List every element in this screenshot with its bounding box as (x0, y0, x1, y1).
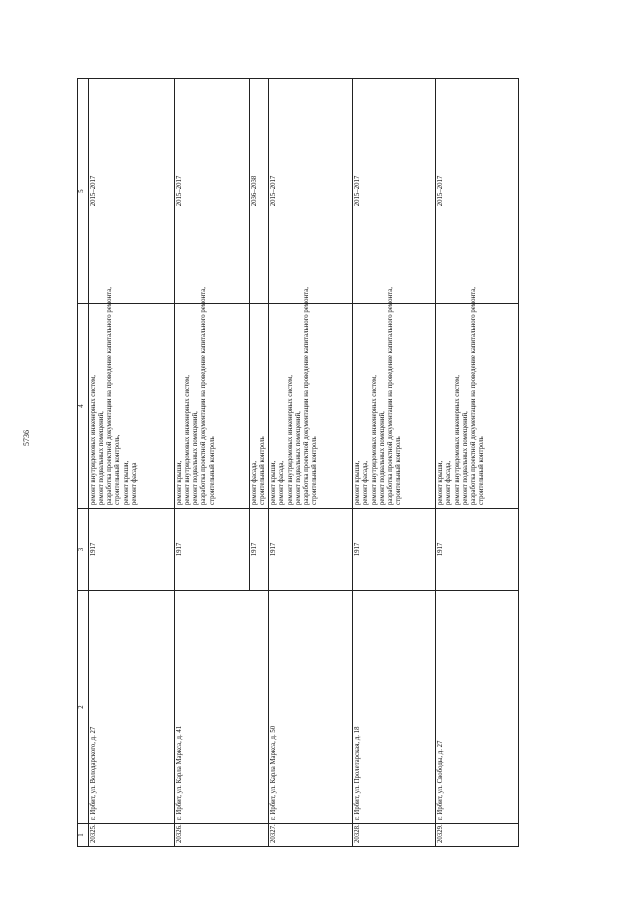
work-item: ремонт внутридомовых инженерных систем, (370, 375, 378, 505)
period-cell: 2015–2017 (436, 79, 519, 304)
year-cell: 1917 (353, 509, 436, 591)
year-cell: 1917 (89, 509, 175, 591)
table-row (89, 79, 175, 847)
work-item: ремонт внутридомовых инженерных систем, (453, 375, 461, 505)
work-item: разработка проектной документации на проведение капитального ремонта, (302, 287, 310, 505)
page-number: 5736 (22, 430, 31, 446)
work-item: строительный контроль (208, 436, 216, 505)
works-cell (353, 287, 436, 509)
row-number: 20327. (269, 824, 353, 847)
work-item: ремонт фасада, (362, 460, 370, 505)
work-item: разработка проектной документации на проведение капитального ремонта, (469, 287, 477, 505)
works-cell (436, 287, 519, 509)
row-number: 20328. (353, 824, 436, 847)
year-cell: 1917 (436, 509, 519, 591)
work-item: ремонт фасада, (445, 460, 453, 505)
table-row (353, 79, 436, 847)
row-number: 20326. (175, 824, 269, 847)
work-item: ремонт подвальных помещений, (461, 411, 469, 505)
work-item: ремонт крыши, (270, 460, 278, 505)
work-item: ремонт крыши, (437, 460, 445, 505)
work-item: ремонт крыши, (354, 460, 362, 505)
work-item: строительный контроль, (114, 434, 122, 505)
works-cell (175, 287, 250, 509)
period-cell: 2015–2017 (89, 79, 175, 304)
year-cell: 1917 (269, 509, 353, 591)
work-item: ремонт крыши, (122, 460, 130, 505)
table-row (175, 79, 250, 847)
work-item: ремонт фасада, (251, 460, 258, 505)
works-cell (89, 287, 175, 509)
work-item: ремонт фасада (130, 462, 138, 505)
year-cell: 1917 (250, 509, 269, 591)
work-item: ремонт подвальных помещений, (192, 411, 200, 505)
table-row (269, 79, 353, 847)
address-cell: г. Ирбит, ул. Володарского, д. 27 (89, 591, 175, 824)
work-item: ремонт крыши, (176, 460, 183, 505)
column-header-1: 1 (78, 824, 89, 847)
works-cell (269, 287, 353, 509)
work-item: разработка проектной документации на проведение капитального ремонта, (200, 287, 208, 505)
row-number: 20329. (436, 824, 519, 847)
work-item: ремонт внутридомовых инженерных систем, (286, 375, 294, 505)
table-stage (77, 79, 565, 847)
address-cell: г. Ирбит, ул. Свободы, д. 27 (436, 591, 519, 824)
work-item: строительный контроль (478, 436, 486, 505)
work-item: строительный контроль (311, 436, 319, 505)
column-header-3: 3 (78, 509, 89, 591)
period-cell: 2015–2017 (353, 79, 436, 304)
table-row (436, 79, 519, 847)
column-header-2: 2 (78, 591, 89, 824)
row-number: 20325. (89, 824, 175, 847)
work-item: строительный контроль (395, 436, 403, 505)
column-header-4: 4 (78, 304, 89, 509)
work-item: разработка проектной документации на проведение капитального ремонта, (106, 287, 114, 505)
work-item: ремонт подвальных помещений, (98, 411, 106, 505)
address-cell: г. Ирбит, ул. Карла Маркса, д. 50 (269, 591, 353, 824)
column-header-5: 5 (78, 79, 89, 304)
repair-schedule-table (77, 78, 519, 847)
work-item: ремонт подвальных помещений, (378, 411, 386, 505)
works-cell (250, 304, 269, 509)
work-item: строительный контроль (259, 436, 267, 505)
period-cell: 2015–2017 (175, 79, 250, 304)
work-item: ремонт подвальных помещений, (294, 411, 302, 505)
year-cell: 1917 (175, 509, 250, 591)
work-item: ремонт фасада, (278, 460, 286, 505)
work-item: разработка проектной документации на проведение капитального ремонта, (386, 287, 394, 505)
header-row (78, 79, 89, 847)
period-cell: 2015–2017 (269, 79, 353, 304)
address-cell: г. Ирбит, ул. Пролетарская, д. 18 (353, 591, 436, 824)
work-item: ремонт внутридомовых инженерных систем, (184, 375, 192, 505)
address-cell: г. Ирбит, ул. Карла Маркса, д. 41 (175, 591, 269, 824)
period-cell: 2036–2038 (250, 79, 269, 304)
work-item: ремонт внутридомовых инженерных систем, (90, 375, 97, 505)
